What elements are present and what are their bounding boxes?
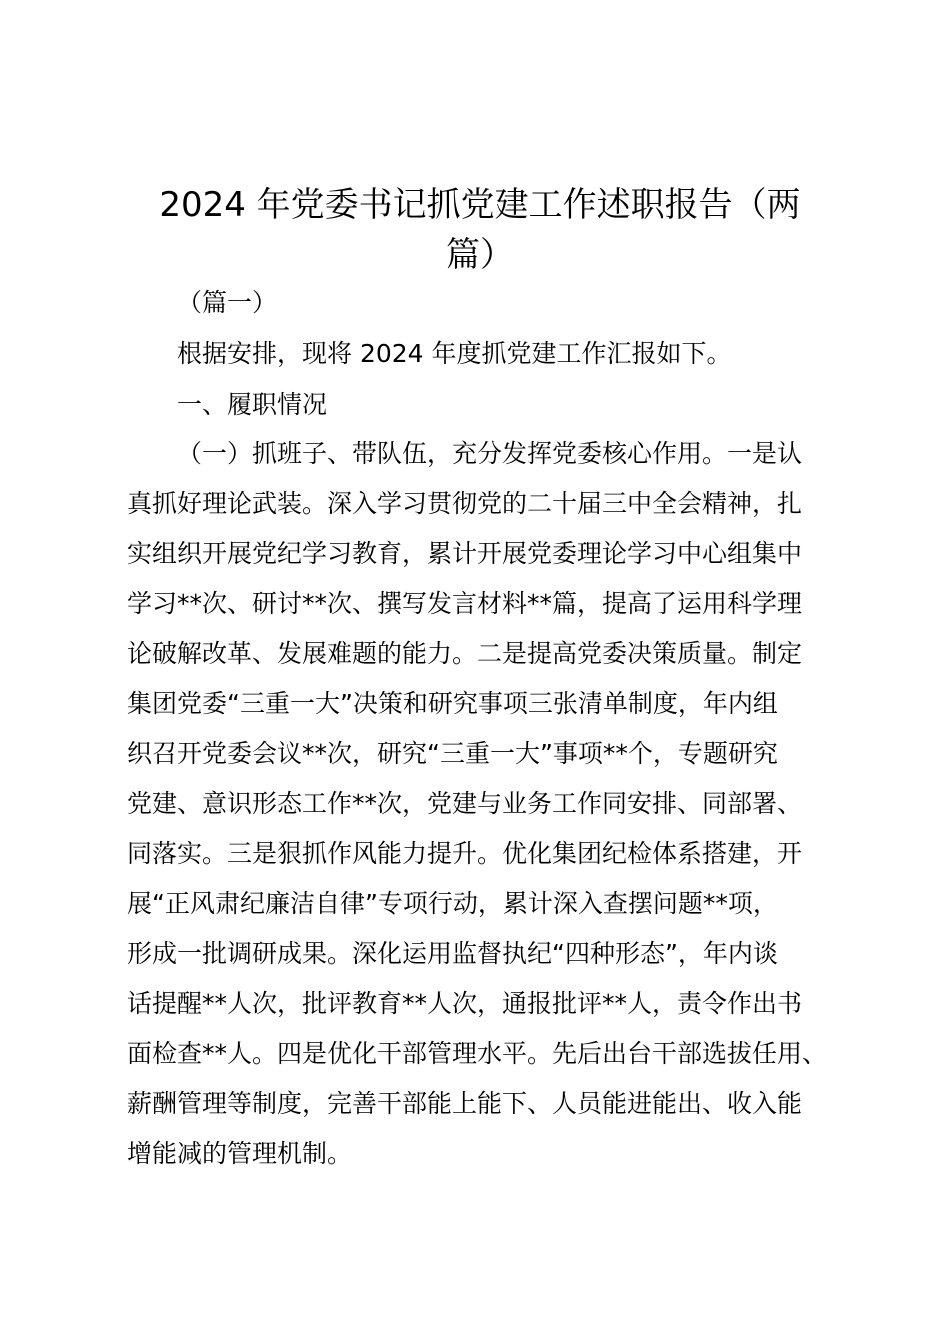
document-title <box>128 180 832 280</box>
paragraph-line: （一）抓班子、带队伍，充分发挥党委核心作用。一是认 <box>177 439 803 468</box>
paragraph-line: 薪酬管理等制度，完善干部能上能下、人员能进能出、收入能 <box>127 1089 803 1118</box>
intro-paragraph: 根据安排，现将 2024 年度抓党建工作汇报如下。 <box>177 339 732 368</box>
paragraph-line: 学习**次、研讨**次、撰写发言材料**篇，提高了运用科学理 <box>127 589 803 618</box>
paragraph-line: 党建、意识形态工作**次，党建与业务工作同安排、同部署、 <box>127 789 803 818</box>
paragraph-line: 形成一批调研成果。深化运用监督执纪“四种形态”，年内谈 <box>127 939 778 968</box>
paragraph-line: 论破解改革、发展难题的能力。二是提高党委决策质量。制定 <box>127 639 803 668</box>
paragraph-line: 增能减的管理机制。 <box>127 1139 353 1168</box>
paragraph-line: 展“正风肃纪廉洁自律”专项行动，累计深入查摆问题**项， <box>127 889 778 918</box>
title-line: 篇） <box>446 235 514 275</box>
paragraph-line: 面检查**人。四是优化干部管理水平。先后出台干部选拔任用、 <box>127 1039 828 1068</box>
paragraph-line: 实组织开展党纪学习教育，累计开展党委理论学习中心组集中 <box>127 539 803 568</box>
paragraph-line: 真抓好理论武装。深入学习贯彻党的二十届三中全会精神，扎 <box>127 489 803 518</box>
part-label: （篇一） <box>177 288 278 317</box>
section-heading: 一、履职情况 <box>177 390 328 419</box>
paragraph-line: 话提醒**人次，批评教育**人次，通报批评**人，责令作出书 <box>127 989 803 1018</box>
paragraph-line: 织召开党委会议**次，研究“三重一大”事项**个，专题研究 <box>127 739 778 768</box>
paragraph-line: 集团党委“三重一大”决策和研究事项三张清单制度，年内组 <box>127 689 778 718</box>
title-line: 2024 年党委书记抓党建工作述职报告（两 <box>159 185 801 225</box>
paragraph-line: 同落实。三是狠抓作风能力提升。优化集团纪检体系搭建，开 <box>127 839 803 868</box>
